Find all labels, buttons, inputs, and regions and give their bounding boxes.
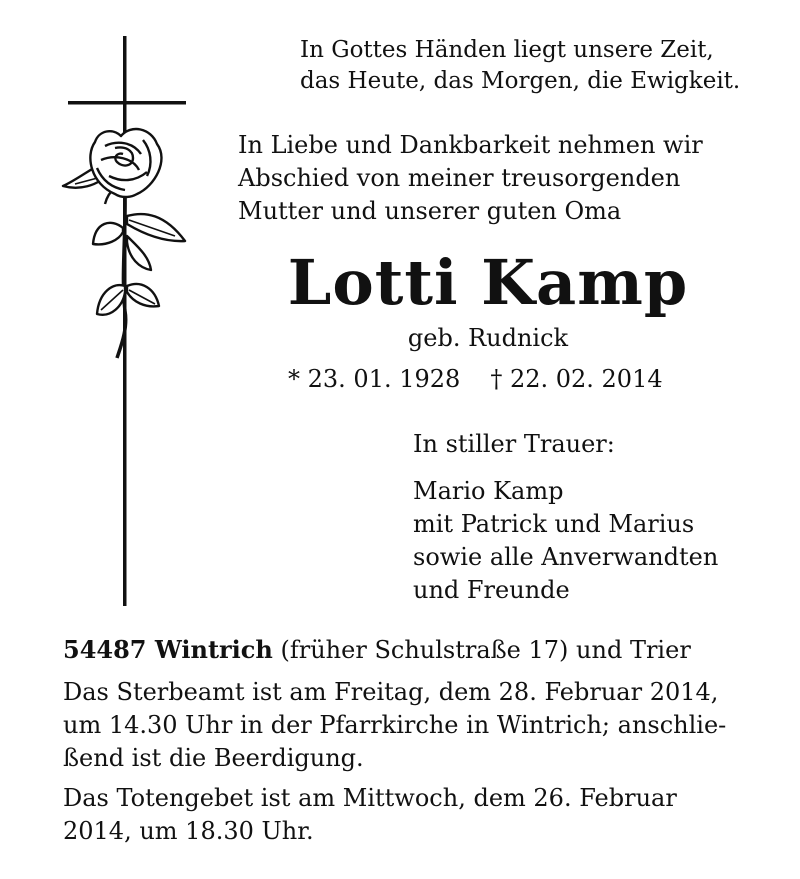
life-dates <box>288 363 663 396</box>
mourning-label: In stiller Trauer: <box>413 430 615 458</box>
service-line: Das Sterbeamt ist am Freitag, dem 28. Februar 2014, <box>63 678 719 706</box>
prayer-text <box>63 782 739 848</box>
service-line: um 14.30 Uhr in der Pfarrkirche in Wintrich; anschlie- <box>63 711 727 739</box>
funeral-service-text <box>63 676 739 775</box>
intro-text <box>238 129 738 228</box>
intro-line: In Liebe und Dankbarkeit nehmen wir <box>238 131 703 159</box>
prayer-line: Das Totengebet ist am Mittwoch, dem 26. Februar <box>63 784 677 812</box>
bible-quote <box>300 35 740 97</box>
address-place: 54487 Wintrich <box>63 635 273 664</box>
cross-with-rose <box>55 36 195 606</box>
intro-line: Abschied von meiner treusorgenden <box>238 164 681 192</box>
mourner-line: Mario Kamp <box>413 477 564 505</box>
birth-date: * 23. 01. 1928 <box>288 365 461 393</box>
rose-icon <box>63 129 185 358</box>
mourner-line: mit Patrick und Marius <box>413 510 695 538</box>
address-line <box>63 633 691 667</box>
death-date: † 22. 02. 2014 <box>490 365 663 393</box>
mourner-line: sowie alle Anverwandten <box>413 543 719 571</box>
deceased-name: Lotti Kamp <box>287 246 689 319</box>
prayer-line: 2014, um 18.30 Uhr. <box>63 817 314 845</box>
address-detail: (früher Schulstraße 17) und Trier <box>280 636 691 664</box>
quote-line: In Gottes Händen liegt unsere Zeit, <box>300 37 714 63</box>
service-line: ßend ist die Beerdigung. <box>63 744 364 772</box>
intro-line: Mutter und unserer guten Oma <box>238 197 622 225</box>
mourners-list <box>413 475 718 607</box>
maiden-name: geb. Rudnick <box>407 324 569 352</box>
quote-line: das Heute, das Morgen, die Ewigkeit. <box>300 68 741 94</box>
mourner-line: und Freunde <box>413 576 570 604</box>
